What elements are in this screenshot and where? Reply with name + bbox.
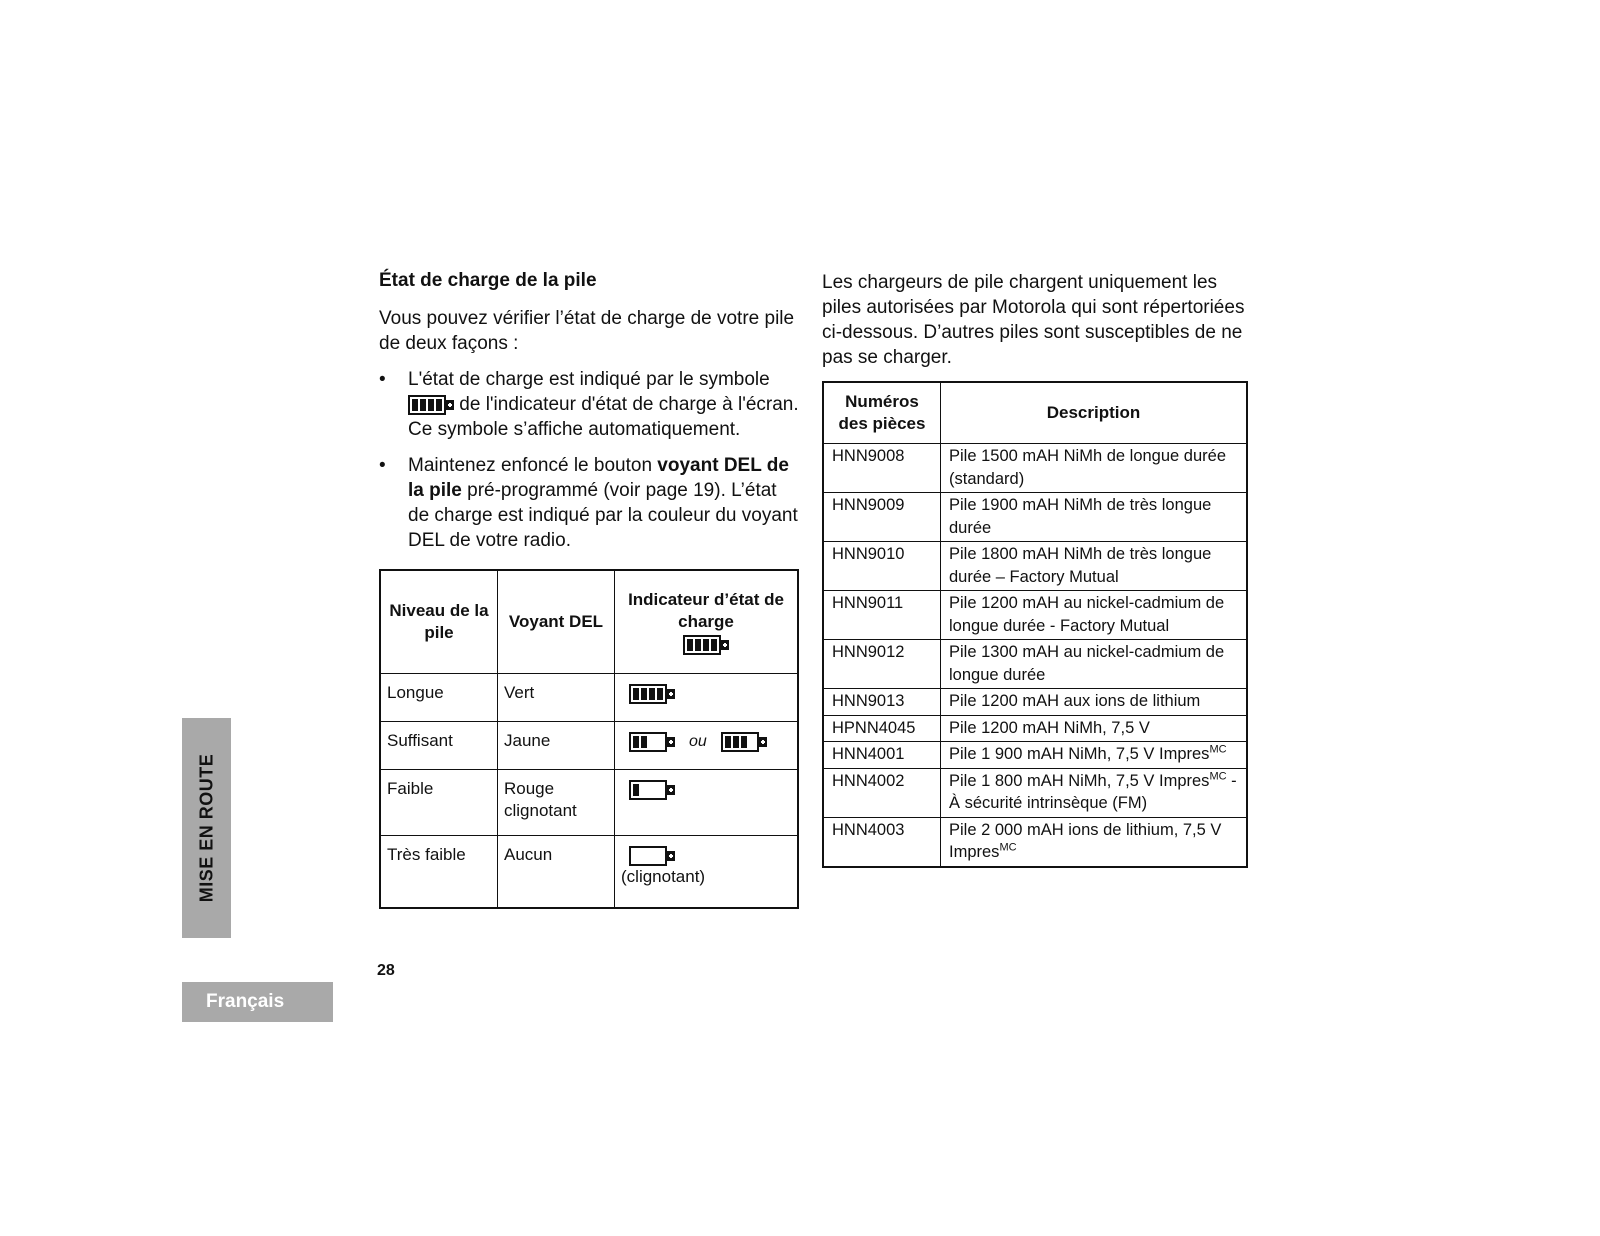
part-row	[823, 689, 1247, 716]
header-indicator-label: Indicateur d’état de charge	[628, 590, 784, 631]
header-part-numbers: Numéros des pièces	[823, 382, 941, 444]
part-number-cell: HNN9009	[823, 493, 941, 542]
bullet-item-symbol	[379, 367, 799, 442]
level-cell: Faible	[380, 770, 498, 836]
battery-level-table	[379, 569, 799, 909]
description-text: Pile 1200 mAH NiMh, 7,5 V	[949, 718, 1150, 737]
header-indicator	[615, 570, 799, 674]
part-description-cell	[941, 640, 1248, 689]
level-row	[380, 770, 798, 836]
level-row	[380, 722, 798, 770]
description-text: Pile 1200 mAH aux ions de lithium	[949, 692, 1201, 710]
part-description-cell	[941, 768, 1248, 817]
level-row	[380, 836, 798, 908]
description-text: Pile 1 900 mAH NiMh, 7,5 V Impres	[949, 745, 1210, 763]
language-tab: Français	[182, 982, 333, 1022]
parts-table-header	[823, 382, 1247, 444]
part-row	[823, 493, 1247, 542]
bullet-dot: •	[379, 369, 386, 390]
bullet2-before: Maintenez enfoncé le bouton	[408, 455, 653, 476]
part-number-cell: HNN4003	[823, 817, 941, 867]
bullet-dot: •	[379, 455, 386, 476]
joiner-text: ou	[689, 732, 707, 750]
part-description-cell	[941, 742, 1248, 769]
description-tail: - À sécurité intrinsèque (FM)	[949, 771, 1237, 812]
battery-level-icon	[721, 732, 767, 752]
trademark-superscript: MC	[1209, 743, 1227, 756]
trademark-superscript: MC	[999, 841, 1017, 854]
header-led: Voyant DEL	[498, 570, 615, 674]
part-description-cell	[941, 715, 1248, 742]
led-cell: Vert	[498, 674, 615, 722]
trademark-superscript: MC	[1209, 770, 1227, 782]
bullet2-bold: voyant DEL de la pile	[408, 455, 789, 501]
bullet1-before: L'état de charge est indiqué par le symbole	[408, 369, 770, 390]
description-text: Pile 2 000 mAH ions de lithium, 7,5 V Impres	[949, 820, 1222, 861]
battery-level-icon	[629, 732, 675, 752]
part-number-cell: HNN4002	[823, 768, 941, 817]
led-cell: Aucun	[498, 836, 615, 908]
part-number-cell: HNN9012	[823, 640, 941, 689]
part-row	[823, 768, 1247, 817]
part-row	[823, 444, 1247, 493]
header-level: Niveau de la pile	[380, 570, 498, 674]
battery-full-icon	[683, 635, 729, 655]
left-column	[379, 270, 799, 909]
indicator-cell	[615, 836, 799, 908]
part-number-cell: HNN9013	[823, 689, 941, 716]
bullet2-after: pré-programmé (voir page 19). L’état de charge est indiqué par la couleur du voyant DEL de votre radio.	[408, 480, 798, 551]
battery-full-icon	[408, 395, 454, 415]
intro-paragraph: Vous pouvez vérifier l’état de charge de votre pile de deux façons :	[379, 308, 795, 354]
part-row	[823, 817, 1247, 867]
right-column	[822, 270, 1250, 868]
chargers-paragraph: Les chargeurs de pile chargent uniquement les piles autorisées par Motorola qui sont répertoriées ci-dessous. D’autres piles sont susceptibles de ne pas se charger.	[822, 272, 1245, 368]
description-text: Pile 1900 mAH NiMh de très longue durée	[949, 496, 1212, 537]
level-cell: Suffisant	[380, 722, 498, 770]
parts-table	[822, 381, 1248, 868]
section-side-tab	[182, 718, 231, 938]
part-row	[823, 640, 1247, 689]
part-description-cell	[941, 817, 1248, 867]
part-description-cell	[941, 591, 1248, 640]
led-cell: Jaune	[498, 722, 615, 770]
indicator-cell	[615, 722, 799, 770]
part-row	[823, 542, 1247, 591]
bullet-list	[379, 367, 799, 553]
part-number-cell: HNN9010	[823, 542, 941, 591]
part-number-cell: HNN9008	[823, 444, 941, 493]
battery-level-icon	[629, 780, 675, 800]
battery-level-icon	[629, 846, 675, 866]
description-text: Pile 1200 mAH au nickel-cadmium de longue durée - Factory Mutual	[949, 594, 1225, 635]
level-table-header	[380, 570, 798, 674]
part-number-cell: HNN9011	[823, 591, 941, 640]
part-row	[823, 742, 1247, 769]
section-title: État de charge de la pile	[379, 270, 597, 291]
level-cell: Longue	[380, 674, 498, 722]
page-number: 28	[377, 962, 395, 979]
indicator-cell	[615, 770, 799, 836]
part-description-cell	[941, 542, 1248, 591]
led-cell: Rouge clignotant	[498, 770, 615, 836]
indicator-note: (clignotant)	[621, 867, 706, 886]
part-description-cell	[941, 493, 1248, 542]
bullet-item-led	[379, 453, 799, 553]
description-text: Pile 1 800 mAH NiMh, 7,5 V Impres	[949, 771, 1210, 790]
part-row	[823, 715, 1247, 742]
part-description-cell	[941, 689, 1248, 716]
header-description: Description	[941, 382, 1248, 444]
bullet1-after: de l'indicateur d'état de charge à l'écran. Ce symbole s’affiche automatiquement.	[408, 394, 799, 440]
part-description-cell	[941, 444, 1248, 493]
side-tab-label: MISE EN ROUTE	[196, 753, 216, 903]
part-number-cell: HPNN4045	[823, 715, 941, 742]
part-row	[823, 591, 1247, 640]
description-text: Pile 1300 mAH au nickel-cadmium de longue durée	[949, 643, 1225, 684]
battery-level-icon	[629, 684, 675, 704]
level-cell: Très faible	[380, 836, 498, 908]
indicator-cell	[615, 674, 799, 722]
part-number-cell: HNN4001	[823, 742, 941, 769]
description-text: Pile 1500 mAH NiMh de longue durée (standard)	[949, 447, 1226, 488]
level-row	[380, 674, 798, 722]
description-text: Pile 1800 mAH NiMh de très longue durée – Factory Mutual	[949, 545, 1212, 586]
